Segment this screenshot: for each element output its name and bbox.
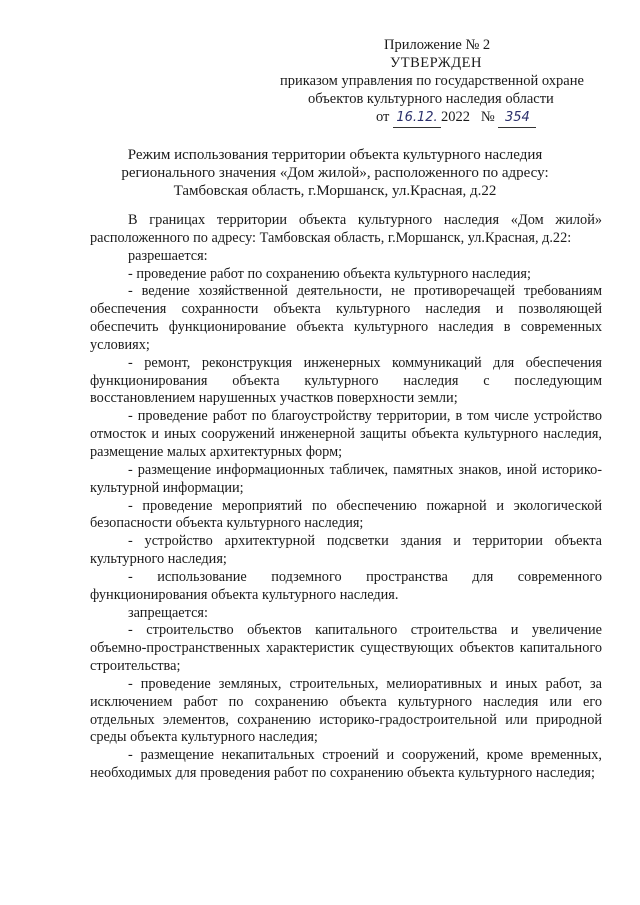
- handwritten-number: 354: [498, 109, 536, 128]
- handwritten-date: 16.12.: [393, 109, 441, 128]
- date-prefix: от: [376, 109, 390, 125]
- forbidden-item: - строительство объектов капитального строительства и увеличение объемно-пространственных характеристик существующих объектов капитального строительства;: [90, 622, 602, 675]
- allowed-heading: разрешается:: [128, 247, 208, 264]
- forbidden-item: - размещение некапитальных строений и сооружений, кроме временных, необходимых для проведения работ по сохранению объекта культурного наследия;: [90, 747, 602, 782]
- title-line-2: регионального значения «Дом жилой», расположенного по адресу:: [121, 165, 549, 181]
- order-line-1: приказом управления по государственной охране: [280, 73, 584, 89]
- allowed-item: - ведение хозяйственной деятельности, не противоречащей требованиям обеспечения сохранности объекта культурного наследия и позволяющей обеспечить функционирование объекта культурного наследия в современных условиях;: [90, 283, 602, 353]
- allowed-item: - размещение информационных табличек, памятных знаков, иной историко-культурной информации;: [90, 461, 602, 496]
- allowed-item: - устройство архитектурной подсветки здания и территории объекта культурного наследия;: [90, 533, 602, 568]
- document-body: [90, 212, 602, 783]
- title-line-3: Тамбовская область, г.Моршанск, ул.Красная, д.22: [173, 183, 497, 199]
- title-line-1: Режим использования территории объекта культурного наследия: [127, 147, 543, 163]
- intro-paragraph: В границах территории объекта культурного наследия «Дом жилой» расположенного по адресу: Тамбовская область, г.Моршанск, ул.Красная, д.22:: [90, 212, 602, 246]
- allowed-item: - проведение мероприятий по обеспечению пожарной и экологической безопасности объекта культурного наследия;: [90, 497, 602, 532]
- appendix-label: Приложение № 2: [384, 37, 491, 53]
- number-prefix: №: [480, 109, 495, 125]
- forbidden-heading: запрещается:: [128, 604, 208, 621]
- order-date-number: [250, 108, 600, 128]
- document-title: [90, 146, 580, 200]
- year: 2022: [441, 109, 471, 125]
- allowed-item: - проведение работ по сохранению объекта культурного наследия;: [128, 265, 531, 282]
- order-line-2: объектов культурного наследия области: [308, 91, 554, 107]
- approved-label: УТВЕРЖДЕН: [390, 55, 482, 71]
- forbidden-item: - проведение земляных, строительных, мелиоративных и иных работ, за исключением работ по сохранению объекта культурного наследия или его отдельных элементов, сохранению историко-градостроительной или природной среды объекта культурного наследия;: [90, 675, 602, 746]
- allowed-item: - использование подземного пространства для современного функционирования объекта культурного наследия.: [90, 568, 602, 603]
- approval-block: [250, 36, 600, 128]
- allowed-item: - проведение работ по благоустройству территории, в том числе устройство отмосток и иных сооружений инженерной защиты объекта культурного наследия, размещение малых архитектурных форм;: [90, 408, 602, 460]
- allowed-item: - ремонт, реконструкция инженерных коммуникаций для обеспечения функционирования объекта культурного наследия с последующим восстановлением нарушенных участков поверхности земли;: [90, 354, 602, 407]
